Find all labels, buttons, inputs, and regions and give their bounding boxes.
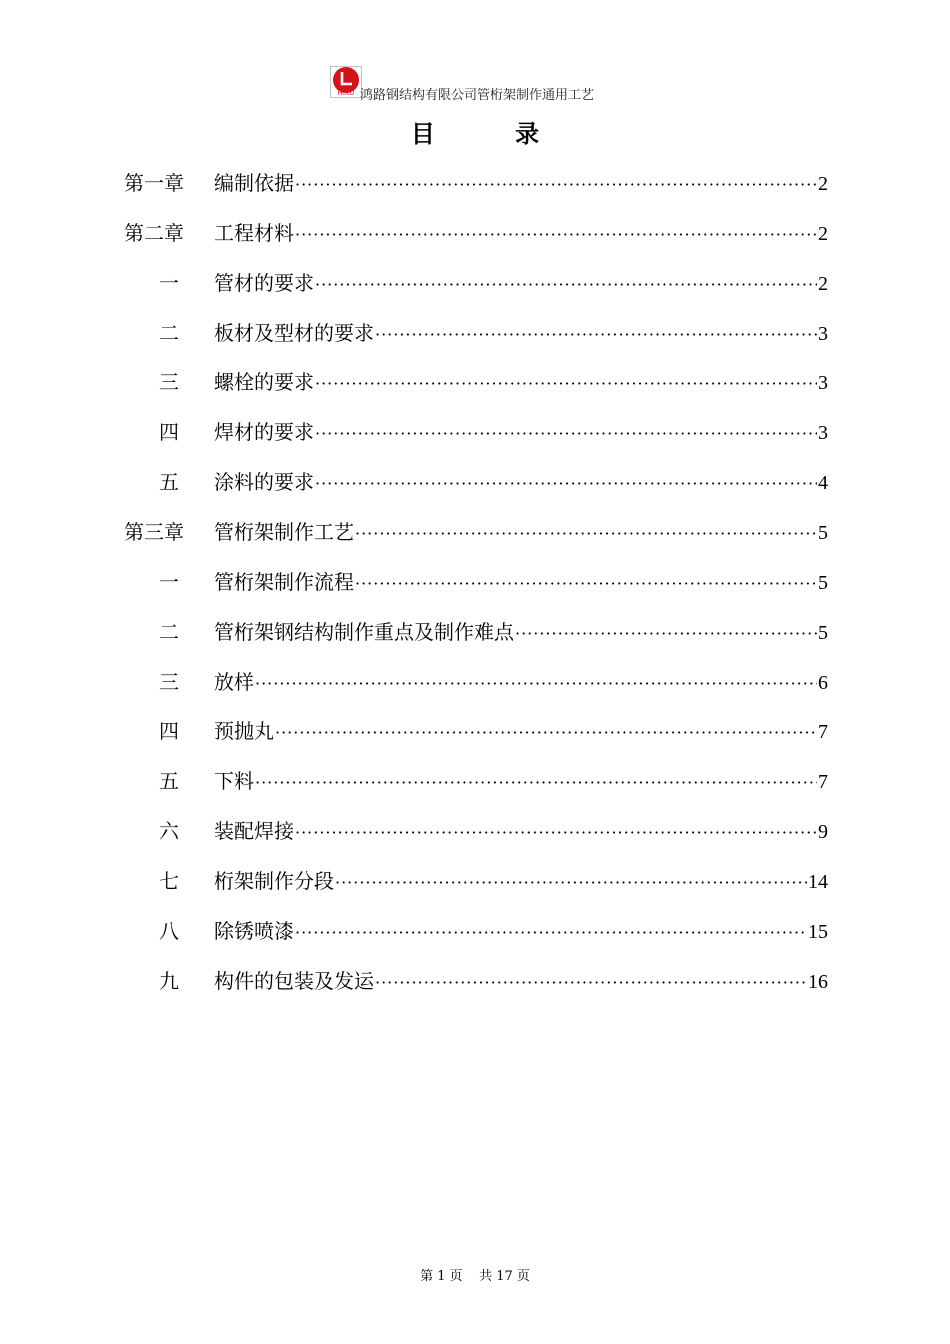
- toc-section-number: 一: [159, 569, 179, 594]
- toc-page-number: 2: [818, 173, 828, 195]
- toc-entry[interactable]: [0, 617, 950, 647]
- page-footer: 第 1 页 共 17 页: [420, 1269, 530, 1284]
- toc-dot-leader: [295, 220, 817, 250]
- toc-section-number: 九: [159, 968, 179, 993]
- toc-dot-leader: [515, 619, 817, 649]
- toc-entry[interactable]: [0, 318, 950, 348]
- toc-chapter-number: 第一章: [124, 171, 184, 195]
- toc-dot-leader: [295, 170, 817, 200]
- toc-section-number: 二: [159, 619, 179, 644]
- toc-dot-leader: [355, 569, 817, 599]
- toc-entry-title: 管桁架钢结构制作重点及制作难点: [214, 619, 514, 644]
- toc-entry-title: 装配焊接: [214, 819, 294, 844]
- toc-section-number: 三: [159, 370, 179, 395]
- header-title: 鸿路钢结构有限公司管桁架制作通用工艺: [360, 88, 595, 103]
- toc-page-number: 2: [818, 272, 828, 295]
- toc-section-number: 四: [159, 420, 179, 445]
- toc-section-number: 四: [159, 719, 179, 744]
- toc-dot-leader: [375, 320, 817, 350]
- toc-entry-line: [214, 168, 828, 200]
- toc-page-number: 3: [818, 422, 828, 445]
- toc-page-number: 7: [818, 771, 828, 794]
- toc-entry[interactable]: [0, 367, 950, 397]
- toc-page-number: 7: [818, 721, 828, 744]
- toc-page-number: 15: [808, 920, 828, 943]
- toc-entry[interactable]: [0, 866, 950, 896]
- toc-entry-line: [214, 567, 828, 599]
- toc-section-number: 五: [159, 470, 179, 495]
- toc-entry-title: 管桁架制作工艺: [214, 519, 354, 544]
- toc-entry[interactable]: [0, 218, 950, 248]
- toc-entry[interactable]: [0, 916, 950, 946]
- toc-chapter-number: 第二章: [124, 220, 184, 245]
- toc-page-number: 9: [818, 821, 828, 844]
- toc-entry[interactable]: [0, 766, 950, 796]
- logo-text: HOLU: [337, 90, 355, 97]
- toc-entry[interactable]: [0, 168, 950, 198]
- toc-entry[interactable]: [0, 517, 950, 547]
- toc-entry-title: 构件的包装及发运: [214, 968, 374, 993]
- toc-section-number: 一: [159, 270, 179, 295]
- toc-section-number: 三: [159, 669, 179, 694]
- toc-dot-leader: [375, 968, 807, 998]
- toc-entry-line: [214, 716, 828, 748]
- toc-entry-title: 预抛丸: [214, 719, 274, 744]
- toc-page-number: 14: [808, 870, 828, 893]
- toc-section-number: 八: [159, 918, 179, 943]
- toc-dot-leader: [315, 270, 817, 300]
- toc-section-number: 五: [159, 769, 179, 794]
- toc-dot-leader: [315, 369, 817, 399]
- toc-entry-title: 桁架制作分段: [214, 868, 334, 893]
- toc-dot-leader: [275, 718, 817, 748]
- toc-entry-line: [214, 966, 828, 998]
- toc-entry[interactable]: [0, 667, 950, 697]
- toc-entry-line: [214, 318, 828, 350]
- toc-entry-line: [214, 816, 828, 848]
- toc-dot-leader: [295, 918, 807, 948]
- page-header: [330, 66, 630, 103]
- toc-page-number: 4: [818, 472, 828, 495]
- toc-entry-line: [214, 766, 828, 798]
- toc-chapter-number: 第三章: [124, 519, 184, 544]
- toc-page-number: 16: [808, 970, 828, 993]
- toc-section-number: 二: [159, 320, 179, 345]
- toc-entry-title: 放样: [214, 669, 254, 694]
- toc-entry[interactable]: [0, 467, 950, 497]
- toc-dot-leader: [255, 669, 817, 699]
- toc-page-number: 5: [818, 521, 828, 544]
- toc-dot-leader: [255, 768, 817, 798]
- toc-entry-line: [214, 467, 828, 499]
- toc-entry[interactable]: [0, 716, 950, 746]
- toc-page-number: 5: [818, 621, 828, 644]
- toc-entry-line: [214, 916, 828, 948]
- toc-entry-line: [214, 367, 828, 399]
- toc-dot-leader: [315, 469, 817, 499]
- toc-entry-title: 管材的要求: [214, 270, 314, 295]
- toc-entry-line: [214, 268, 828, 300]
- toc-section-number: 七: [159, 868, 179, 893]
- toc-entry-title: 管桁架制作流程: [214, 569, 354, 594]
- toc-page-number: 2: [818, 222, 828, 245]
- toc-entry-line: [214, 517, 828, 549]
- page-title: 目 录: [410, 120, 576, 148]
- toc-entry-line: [214, 417, 828, 449]
- toc-entry[interactable]: [0, 816, 950, 846]
- toc-dot-leader: [315, 419, 817, 449]
- toc-entry[interactable]: [0, 268, 950, 298]
- toc-entry-title: 下料: [214, 769, 254, 794]
- toc-entry-title: 焊材的要求: [214, 420, 314, 445]
- toc-entry[interactable]: [0, 417, 950, 447]
- toc-entry-title: 板材及型材的要求: [214, 320, 374, 345]
- toc-entry-line: [214, 218, 828, 250]
- toc-entry-title: 螺栓的要求: [214, 370, 314, 395]
- toc-entry[interactable]: [0, 966, 950, 996]
- toc-page-number: 6: [818, 671, 828, 694]
- toc-entry-title: 编制依据: [214, 171, 294, 195]
- toc-page-number: 3: [818, 322, 828, 345]
- toc-page-number: 3: [818, 372, 828, 395]
- toc-entry[interactable]: [0, 567, 950, 597]
- toc-dot-leader: [295, 818, 817, 848]
- toc-section-number: 六: [159, 819, 179, 844]
- toc-dot-leader: [335, 868, 807, 898]
- toc-entry-title: 除锈喷漆: [214, 918, 294, 943]
- toc-entry-line: [214, 617, 828, 649]
- company-logo: [330, 66, 362, 98]
- toc-entry-line: [214, 866, 828, 898]
- toc-page-number: 5: [818, 571, 828, 594]
- toc-entry-line: [214, 667, 828, 699]
- toc-entry-title: 工程材料: [214, 220, 294, 245]
- toc-dot-leader: [355, 519, 817, 549]
- toc-entry-title: 涂料的要求: [214, 470, 314, 495]
